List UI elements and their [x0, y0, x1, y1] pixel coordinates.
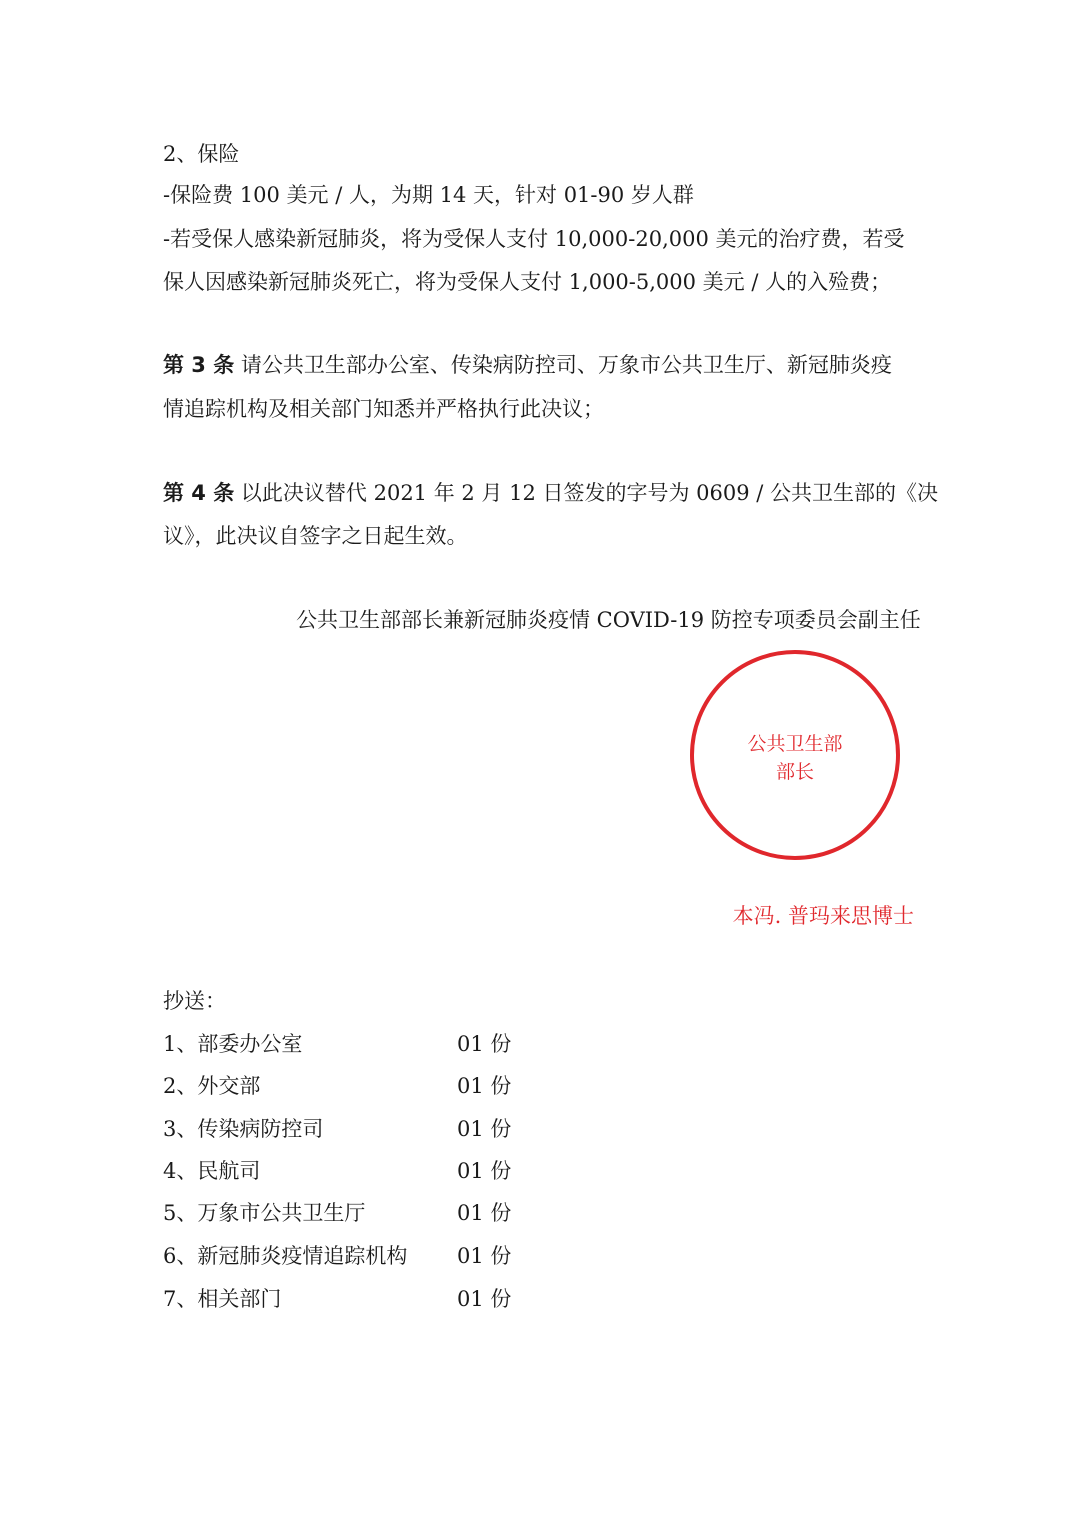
article-4-label: 第 4 条 — [163, 481, 235, 505]
cc-list-item — [163, 1157, 512, 1185]
cc-quantity: 01 份 — [457, 1032, 512, 1056]
cc-list-item — [163, 1115, 512, 1143]
cc-recipient: 1、部委办公室 — [163, 1032, 303, 1056]
cc-recipient: 2、外交部 — [163, 1074, 261, 1098]
article-3-line-1 — [163, 351, 892, 379]
insurance-coverage-line-2: 保人因感染新冠肺炎死亡，将为受保人支付 1,000-5,000 美元 / 人的入殓费； — [163, 270, 892, 294]
cc-list-item — [163, 1072, 512, 1100]
signatory-name: 本冯. 普玛来思博士 — [732, 904, 914, 928]
article-4-line-2: 议》，此决议自签字之日起生效。 — [163, 524, 468, 548]
cc-quantity: 01 份 — [457, 1244, 512, 1268]
cc-list-item — [163, 1242, 512, 1270]
article-4-text-1: 以此决议替代 2021 年 2 月 12 日签发的字号为 0609 / 公共卫生部的《决 — [240, 481, 939, 505]
cc-quantity: 01 份 — [457, 1117, 512, 1141]
article-3-text-1: 请公共卫生部办公室、传染病防控司、万象市公共卫生厅、新冠肺炎疫 — [240, 353, 892, 377]
article-4-line-1 — [163, 479, 938, 507]
cc-recipient: 6、新冠肺炎疫情追踪机构 — [163, 1244, 408, 1268]
signatory-title: 公共卫生部部长兼新冠肺炎疫情 COVID-19 防控专项委员会副主任 — [296, 608, 921, 632]
cc-recipient: 3、传染病防控司 — [163, 1117, 324, 1141]
insurance-fee-line: -保险费 100 美元 / 人，为期 14 天，针对 01-90 岁人群 — [163, 183, 694, 207]
insurance-heading: 2、保险 — [163, 142, 240, 166]
seal-text-line-1: 公共卫生部 — [747, 733, 843, 755]
insurance-coverage-line-1: -若受保人感染新冠肺炎，将为受保人支付 10,000-20,000 美元的治疗费，若受 — [163, 227, 905, 251]
cc-list-item — [163, 1030, 512, 1058]
cc-quantity: 01 份 — [457, 1287, 512, 1311]
cc-list-item — [163, 1285, 512, 1313]
cc-label: 抄送： — [163, 989, 226, 1013]
cc-recipient: 7、相关部门 — [163, 1287, 282, 1311]
article-3-label: 第 3 条 — [163, 353, 235, 377]
official-seal — [690, 650, 900, 860]
cc-recipient: 5、万象市公共卫生厅 — [163, 1201, 366, 1225]
cc-list-item — [163, 1199, 512, 1227]
article-3-line-2: 情追踪机构及相关部门知悉并严格执行此决议； — [163, 397, 604, 421]
cc-quantity: 01 份 — [457, 1159, 512, 1183]
cc-quantity: 01 份 — [457, 1074, 512, 1098]
cc-quantity: 01 份 — [457, 1201, 512, 1225]
cc-recipient: 4、民航司 — [163, 1159, 261, 1183]
seal-text-line-2: 部长 — [775, 761, 814, 783]
